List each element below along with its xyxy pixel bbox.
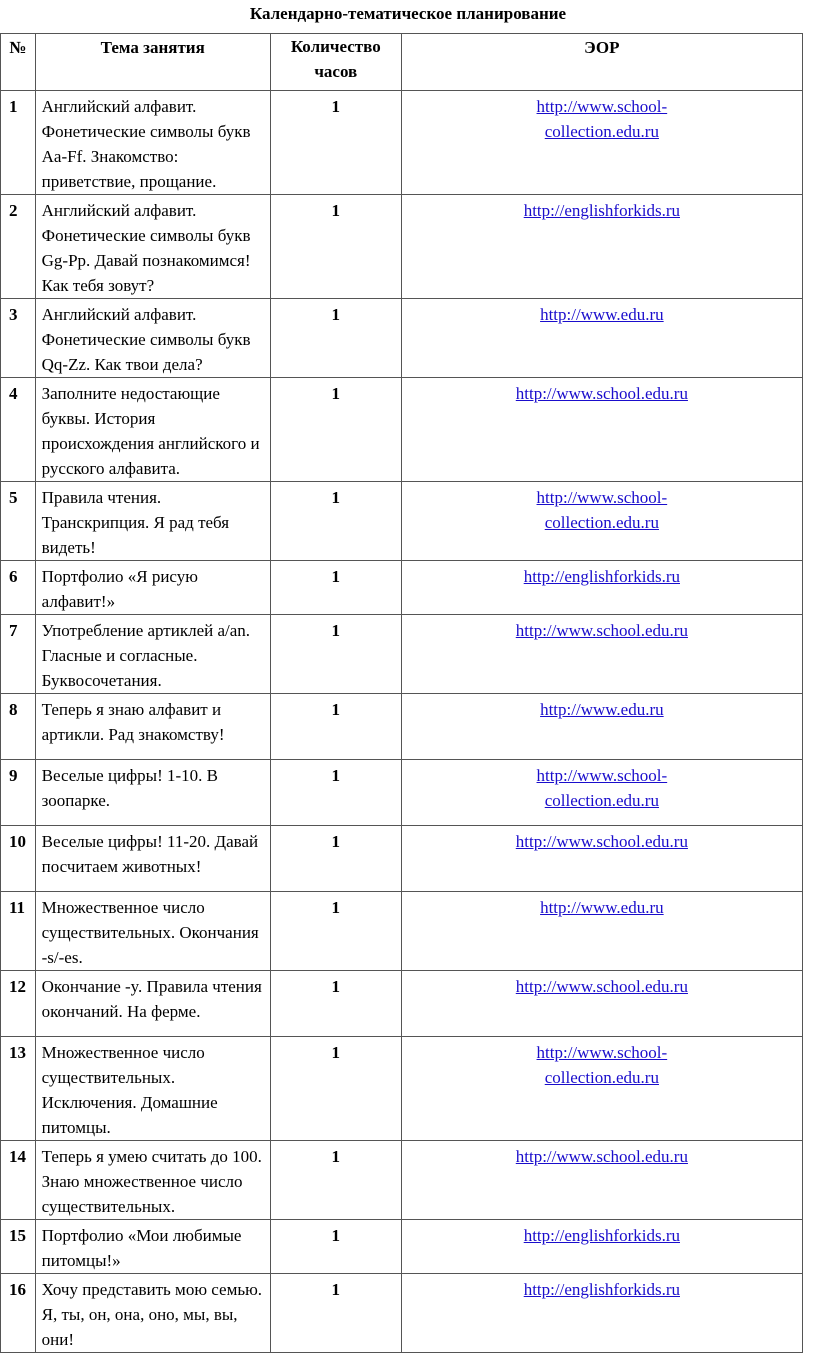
row-eor: [401, 760, 802, 826]
page-title: Календарно-тематическое планирование: [249, 4, 567, 23]
row-number: 16: [1, 1274, 36, 1353]
row-number: 1: [1, 91, 36, 195]
table-row: [1, 482, 803, 561]
row-number: 15: [1, 1220, 36, 1274]
row-hours: 1: [270, 91, 401, 195]
row-number: 5: [1, 482, 36, 561]
row-hours: 1: [270, 971, 401, 1037]
row-topic: Теперь я знаю алфавит и артикли. Рад знакомству!: [35, 694, 270, 760]
eor-link[interactable]: http://englishforkids.ru: [523, 1280, 680, 1299]
row-eor: [401, 195, 802, 299]
row-hours: 1: [270, 892, 401, 971]
row-topic: Веселые цифры! 11-20. Давай посчитаем животных!: [35, 826, 270, 892]
row-number: 12: [1, 971, 36, 1037]
row-number: 6: [1, 561, 36, 615]
eor-link[interactable]: http://www.school- collection.edu.ru: [536, 488, 668, 532]
table-row: [1, 1037, 803, 1141]
row-eor: [401, 561, 802, 615]
row-number: 7: [1, 615, 36, 694]
row-topic: Употребление артиклей a/an. Гласные и согласные. Буквосочетания.: [35, 615, 270, 694]
table-row: [1, 892, 803, 971]
row-hours: 1: [270, 299, 401, 378]
eor-link[interactable]: http://www.school.edu.ru: [515, 977, 688, 996]
table-row: [1, 615, 803, 694]
table-header-row: [1, 34, 803, 91]
lesson-plan-table: [0, 33, 803, 1353]
row-number: 10: [1, 826, 36, 892]
row-hours: 1: [270, 826, 401, 892]
table-row: [1, 195, 803, 299]
table-row: [1, 1274, 803, 1353]
table-row: [1, 91, 803, 195]
table-row: [1, 561, 803, 615]
eor-link[interactable]: http://www.school.edu.ru: [515, 384, 688, 403]
row-topic: Портфолио «Я рисую алфавит!»: [35, 561, 270, 615]
row-topic: Английский алфавит. Фонетические символы букв Qq-Zz. Как твои дела?: [35, 299, 270, 378]
row-number: 14: [1, 1141, 36, 1220]
row-hours: 1: [270, 1037, 401, 1141]
eor-link[interactable]: http://www.school- collection.edu.ru: [536, 1043, 668, 1087]
row-eor: [401, 1037, 802, 1141]
row-number: 3: [1, 299, 36, 378]
row-topic: Веселые цифры! 1-10. В зоопарке.: [35, 760, 270, 826]
table-row: [1, 694, 803, 760]
row-topic: Хочу представить мою семью. Я, ты, он, она, оно, мы, вы, они!: [35, 1274, 270, 1353]
row-eor: [401, 482, 802, 561]
eor-link[interactable]: http://englishforkids.ru: [523, 1226, 680, 1245]
row-eor: [401, 694, 802, 760]
row-hours: 1: [270, 760, 401, 826]
table-row: [1, 826, 803, 892]
row-eor: [401, 615, 802, 694]
row-topic: Окончание -y. Правила чтения окончаний. На ферме.: [35, 971, 270, 1037]
row-topic: Множественное число существительных. Исключения. Домашние питомцы.: [35, 1037, 270, 1141]
row-topic: Правила чтения. Транскрипция. Я рад тебя видеть!: [35, 482, 270, 561]
row-topic: Теперь я умею считать до 100. Знаю множественное число существительных.: [35, 1141, 270, 1220]
row-number: 13: [1, 1037, 36, 1141]
row-topic: Множественное число существительных. Окончания -s/-es.: [35, 892, 270, 971]
row-eor: [401, 826, 802, 892]
row-eor: [401, 1274, 802, 1353]
header-hours: Количество часов: [270, 34, 401, 91]
row-eor: [401, 1220, 802, 1274]
row-hours: 1: [270, 615, 401, 694]
table-row: [1, 1220, 803, 1274]
header-topic: Тема занятия: [35, 34, 270, 91]
row-topic: Английский алфавит. Фонетические символы букв Gg-Pp. Давай познакомимся! Как тебя зовут?: [35, 195, 270, 299]
eor-link[interactable]: http://www.school- collection.edu.ru: [536, 97, 668, 141]
row-number: 8: [1, 694, 36, 760]
row-hours: 1: [270, 561, 401, 615]
header-eor: ЭОР: [401, 34, 802, 91]
row-eor: [401, 91, 802, 195]
eor-link[interactable]: http://www.edu.ru: [540, 898, 664, 917]
eor-link[interactable]: http://www.school.edu.ru: [515, 621, 688, 640]
eor-link[interactable]: http://englishforkids.ru: [523, 201, 680, 220]
eor-link[interactable]: http://www.school- collection.edu.ru: [536, 766, 668, 810]
eor-link[interactable]: http://www.school.edu.ru: [515, 832, 688, 851]
table-row: [1, 760, 803, 826]
row-hours: 1: [270, 1141, 401, 1220]
table-row: [1, 971, 803, 1037]
row-eor: [401, 299, 802, 378]
row-topic: Заполните недостающие буквы. История происхождения английского и русского алфавита.: [35, 378, 270, 482]
row-eor: [401, 1141, 802, 1220]
row-topic: Английский алфавит. Фонетические символы букв Aa-Ff. Знакомство: приветствие, прощание.: [35, 91, 270, 195]
row-number: 9: [1, 760, 36, 826]
row-eor: [401, 971, 802, 1037]
eor-link[interactable]: http://www.school.edu.ru: [515, 1147, 688, 1166]
table-row: [1, 378, 803, 482]
row-topic: Портфолио «Мои любимые питомцы!»: [35, 1220, 270, 1274]
row-hours: 1: [270, 378, 401, 482]
row-eor: [401, 892, 802, 971]
row-number: 11: [1, 892, 36, 971]
row-number: 4: [1, 378, 36, 482]
row-hours: 1: [270, 195, 401, 299]
table-row: [1, 299, 803, 378]
eor-link[interactable]: http://www.edu.ru: [540, 700, 664, 719]
table-row: [1, 1141, 803, 1220]
row-hours: 1: [270, 694, 401, 760]
row-eor: [401, 378, 802, 482]
header-num: №: [1, 34, 36, 91]
row-hours: 1: [270, 1274, 401, 1353]
row-hours: 1: [270, 1220, 401, 1274]
row-number: 2: [1, 195, 36, 299]
eor-link[interactable]: http://www.edu.ru: [540, 305, 664, 324]
row-hours: 1: [270, 482, 401, 561]
eor-link[interactable]: http://englishforkids.ru: [523, 567, 680, 586]
